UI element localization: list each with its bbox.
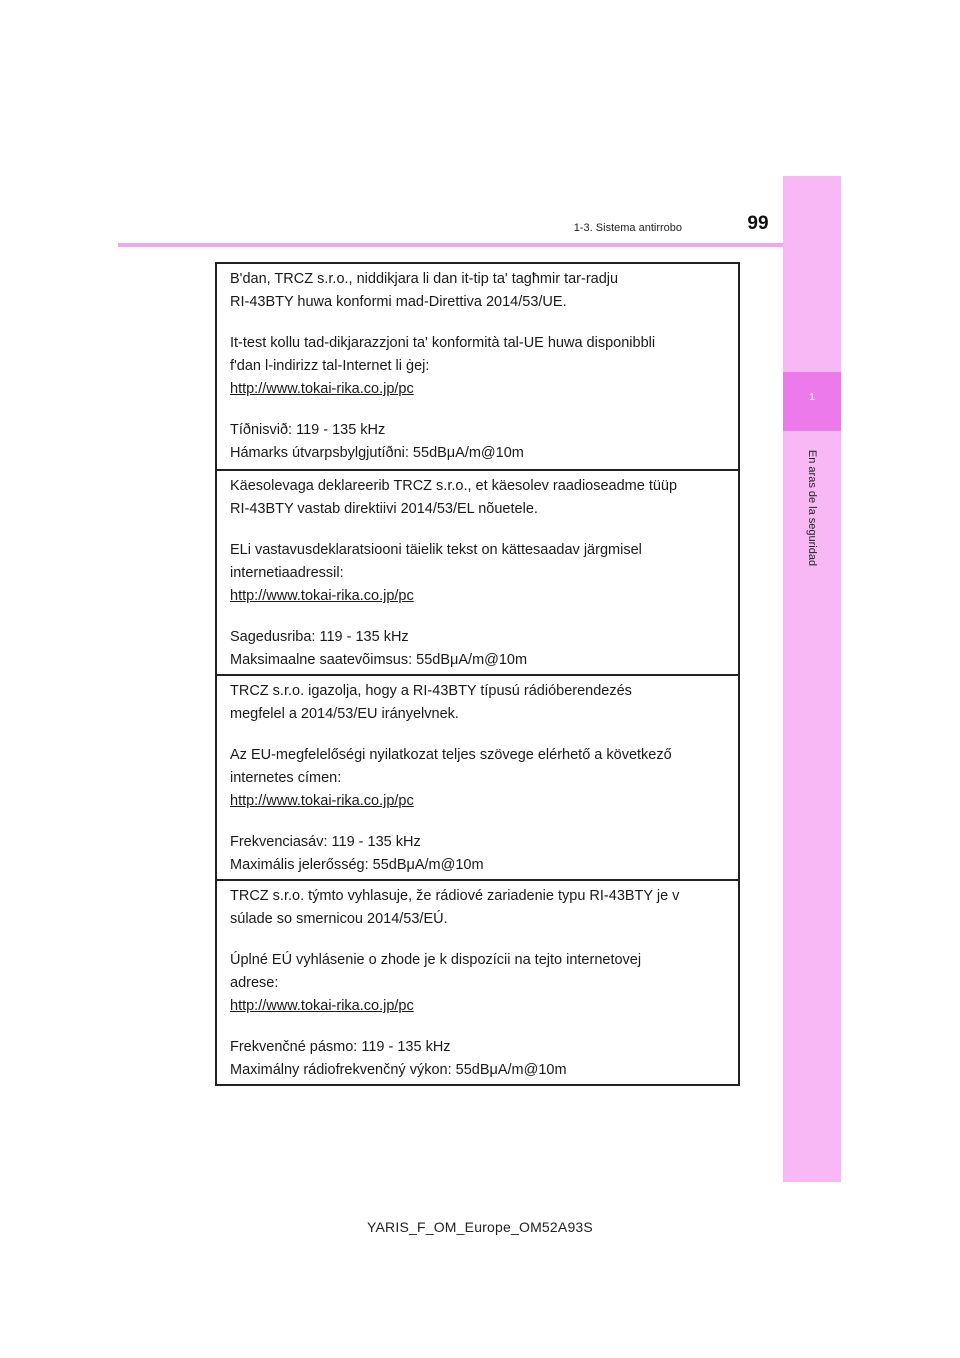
max-power: Hámarks útvarpsbylgjutíðni: 55dBμA/m@10m [230,445,524,461]
frequency-band: Frekvenčné pásmo: 119 - 135 kHz [230,1039,451,1055]
declaration-link[interactable]: http://www.tokai-rika.co.jp/pc [230,998,414,1014]
declaration-line: f'dan l-indirizz tal-Internet li ġej: [230,358,430,374]
section-title: 1-3. Sistema antirrobo [573,222,682,234]
chapter-title: En aras de la seguridad [806,449,818,567]
chapter-side-tab [783,176,841,1182]
declaration-line: TRCZ s.r.o. igazolja, hogy a RI-43BTY típusú rádióberendezés [230,683,632,699]
declaration-section-hungarian [217,674,738,877]
declaration-line: Úplné EÚ vyhlásenie o zhode je k dispozícii na tejto internetovej [230,952,642,968]
declaration-line: megfelel a 2014/53/EU irányelvnek. [230,706,459,722]
declaration-link[interactable]: http://www.tokai-rika.co.jp/pc [230,588,414,604]
declaration-line: Käesolevaga deklareerib TRCZ s.r.o., et käesolev raadioseadme tüüp [230,478,678,494]
declaration-line: súlade so smernicou 2014/53/EÚ. [230,911,448,927]
frequency-band: Sagedusriba: 119 - 135 kHz [230,629,409,645]
chapter-number: 1 [809,392,815,403]
declaration-line: RI-43BTY vastab direktiivi 2014/53/EL nõuetele. [230,501,538,517]
document-id: YARIS_F_OM_Europe_OM52A93S [367,1219,593,1235]
declaration-line: TRCZ s.r.o. týmto vyhlasuje, že rádiové zariadenie typu RI-43BTY je v [230,888,680,904]
page-number: 99 [747,213,769,234]
max-power: Maximálny rádiofrekvenčný výkon: 55dBμA/m@10m [230,1062,567,1078]
header-rule [118,243,783,247]
declaration-section-slovak [217,879,738,1082]
declaration-line: ELi vastavusdeklaratsiooni täielik tekst on kättesaadav järgmisel [230,542,642,558]
declaration-link[interactable]: http://www.tokai-rika.co.jp/pc [230,793,414,809]
max-power: Maximális jelerősség: 55dBμA/m@10m [230,857,484,873]
declaration-section-maltese [217,264,738,465]
declaration-line: RI-43BTY huwa konformi mad-Direttiva 2014/53/UE. [230,294,567,310]
declaration-link[interactable]: http://www.tokai-rika.co.jp/pc [230,381,414,397]
declaration-line: Az EU-megfelelőségi nyilatkozat teljes szövege elérhető a következő [230,747,672,763]
frequency-band: Frekvenciasáv: 119 - 135 kHz [230,834,421,850]
declaration-line: B'dan, TRCZ s.r.o., niddikjara li dan it-tip ta' tagħmir tar-radju [230,271,619,287]
declaration-line: It-test kollu tad-dikjarazzjoni ta' konformità tal-UE huwa disponibbli [230,335,656,351]
declaration-line: internetes címen: [230,770,342,786]
frequency-band: Tíðnisvið: 119 - 135 kHz [230,422,386,438]
max-power: Maksimaalne saatevõimsus: 55dBμA/m@10m [230,652,528,668]
declaration-section-estonian [217,469,738,672]
declaration-line: adrese: [230,975,279,991]
declaration-line: internetiaadressil: [230,565,344,581]
declaration-box [215,262,740,1086]
